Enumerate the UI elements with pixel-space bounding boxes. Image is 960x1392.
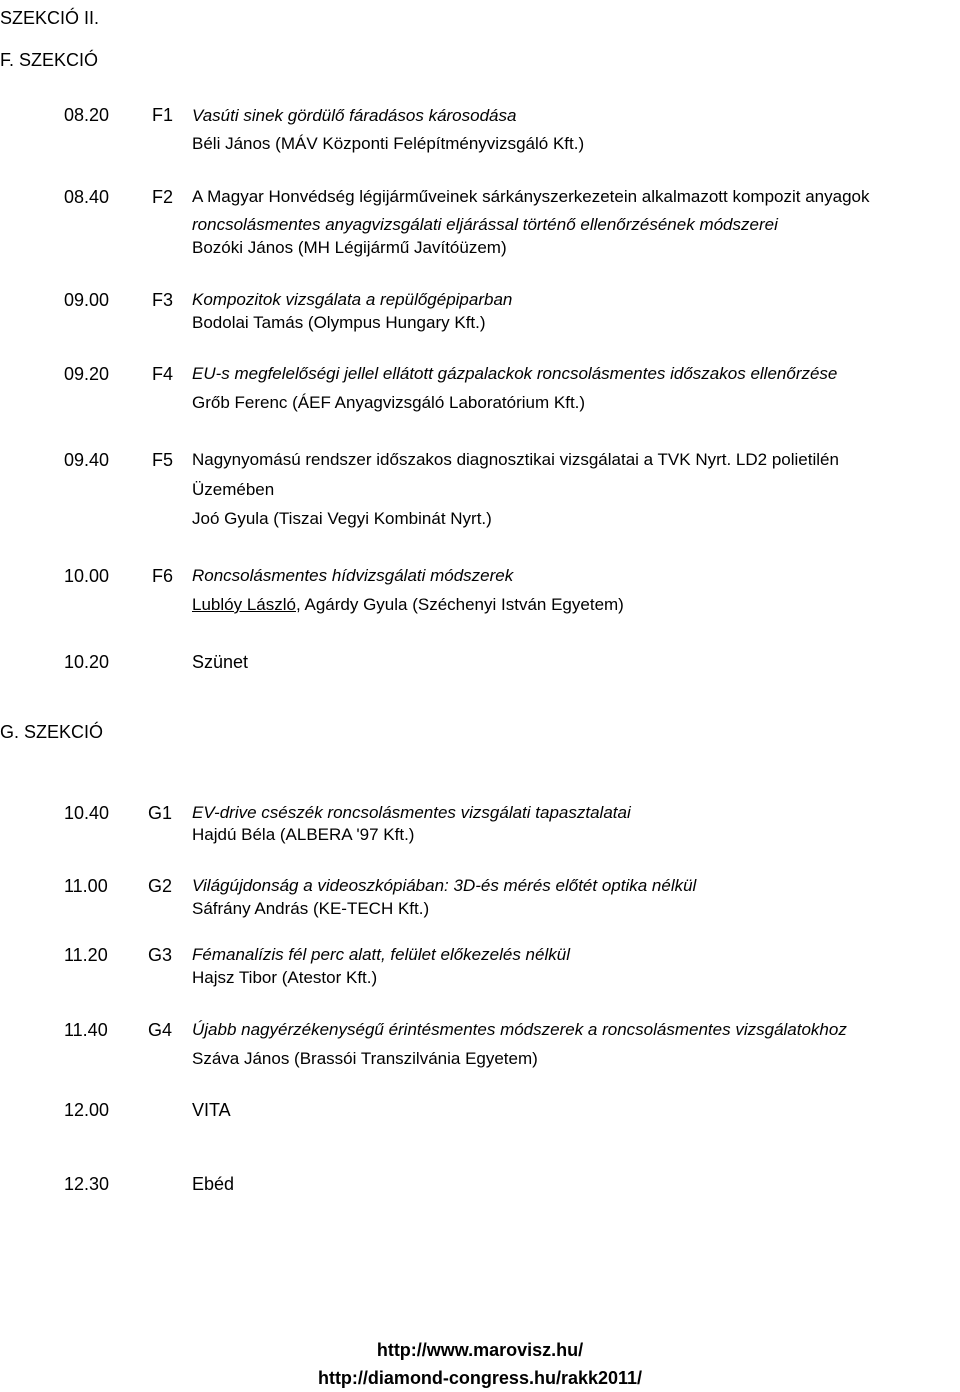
f1-author: Béli János (MÁV Központi Felépítményvizsgáló Kft.): [192, 134, 585, 153]
break-label: Szünet: [192, 652, 249, 672]
g2-time: 11.00: [64, 876, 108, 896]
f5-title-line-2: Üzemében: [192, 480, 275, 499]
g4-time: 11.40: [64, 1020, 108, 1040]
vita-time: 12.00: [64, 1100, 110, 1120]
g1-title: EV-drive csészék roncsolásmentes vizsgálati tapasztalatai: [192, 803, 631, 822]
g3-time: 11.20: [64, 945, 108, 965]
g4-code: G4: [148, 1020, 173, 1040]
break-time: 10.20: [64, 652, 110, 672]
g4-title: Újabb nagyérzékenységű érintésmentes módszerek a roncsolásmentes vizsgálatokhoz: [192, 1020, 847, 1039]
vita-label: VITA: [192, 1100, 231, 1120]
marovisz-link[interactable]: http://www.marovisz.hu/: [376, 1340, 584, 1360]
f5-author: Joó Gyula (Tiszai Vegyi Kombinát Nyrt.): [192, 509, 492, 528]
g2-title: Világújdonság a videoszkópiában: 3D-és mérés előtét optika nélkül: [192, 876, 697, 895]
f2-code: F2: [152, 187, 174, 207]
footer-links: [0, 1336, 960, 1392]
f2-title-line-2: roncsolásmentes anyagvizsgálati eljárással történő ellenőrzésének módszerei: [192, 215, 778, 234]
section-f-heading: F. SZEKCIÓ: [0, 50, 99, 70]
g2-author: Sáfrány András (KE-TECH Kft.): [192, 899, 430, 918]
section-g-heading: G. SZEKCIÓ: [0, 722, 104, 742]
f3-title: Kompozitok vizsgálata a repülőgépiparban: [192, 290, 513, 309]
f1-code: F1: [152, 105, 174, 125]
f4-author: Grőb Ferenc (ÁEF Anyagvizsgáló Laboratórium Kft.): [192, 393, 586, 412]
g4-author: Száva János (Brassói Transzilvánia Egyetem): [192, 1049, 538, 1068]
f6-author-underlined: Lublóy László: [192, 595, 296, 614]
g1-time: 10.40: [64, 803, 110, 823]
f5-time: 09.40: [64, 450, 110, 470]
f5-title-line-1: Nagynyomású rendszer időszakos diagnosztikai vizsgálatai a TVK Nyrt. LD2 polietilén: [192, 450, 839, 469]
section-2-heading: SZEKCIÓ II.: [0, 8, 100, 28]
f6-time: 10.00: [64, 566, 110, 586]
lunch-label: Ebéd: [192, 1174, 235, 1194]
f6-author: [192, 595, 624, 615]
f3-author: Bodolai Tamás (Olympus Hungary Kft.): [192, 313, 486, 332]
f5-code: F5: [152, 450, 174, 470]
f2-time: 08.40: [64, 187, 110, 207]
f1-time: 08.20: [64, 105, 110, 125]
f6-code: F6: [152, 566, 174, 586]
g1-code: G1: [148, 803, 173, 823]
f4-title: EU-s megfelelőségi jellel ellátott gázpalackok roncsolásmentes időszakos ellenőrzése: [192, 364, 838, 383]
diamond-congress-link[interactable]: http://diamond-congress.hu/rakk2011/: [317, 1368, 643, 1388]
g1-author: Hajdú Béla (ALBERA '97 Kft.): [192, 825, 415, 844]
f6-author-rest: , Agárdy Gyula (Széchenyi István Egyetem): [295, 595, 624, 614]
f1-title: Vasúti sinek gördülő fáradásos károsodása: [192, 106, 517, 125]
f6-title: Roncsolásmentes hídvizsgálati módszerek: [192, 566, 514, 585]
f3-code: F3: [152, 290, 174, 310]
f3-time: 09.00: [64, 290, 110, 310]
g3-title: Fémanalízis fél perc alatt, felület előkezelés nélkül: [192, 945, 570, 964]
f2-author: Bozóki János (MH Légijármű Javítóüzem): [192, 238, 507, 257]
f4-code: F4: [152, 364, 174, 384]
g2-code: G2: [148, 876, 173, 896]
f2-title-line-1: A Magyar Honvédség légijárműveinek sárkányszerkezetein alkalmazott kompozit anyagok: [192, 187, 870, 206]
g3-author: Hajsz Tibor (Atestor Kft.): [192, 968, 378, 987]
f4-time: 09.20: [64, 364, 110, 384]
g3-code: G3: [148, 945, 173, 965]
lunch-time: 12.30: [64, 1174, 110, 1194]
